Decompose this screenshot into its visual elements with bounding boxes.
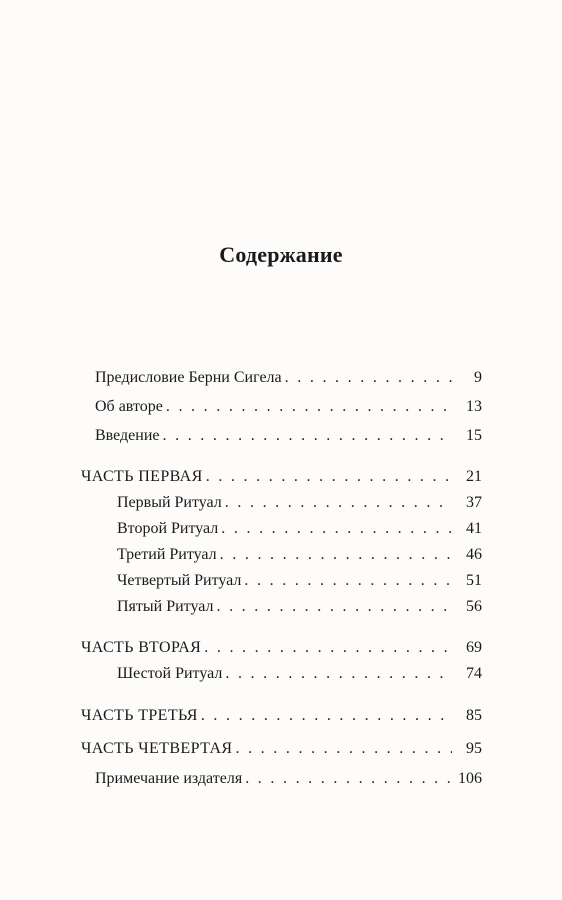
- dot-leader: [166, 396, 452, 418]
- toc-entry-label: Первый Ритуал: [117, 494, 222, 511]
- toc-entry-page: 13: [466, 398, 482, 415]
- dot-leader: [163, 425, 453, 447]
- dot-leader: [204, 637, 452, 659]
- toc-entry-ritual-2: [117, 518, 482, 540]
- toc-entry-page: 56: [466, 598, 482, 615]
- dot-leader: [245, 768, 452, 790]
- toc-entry-publisher-note: [95, 768, 482, 790]
- toc-entry-page: 51: [466, 572, 482, 589]
- toc-entry-label: ЧАСТЬ ТРЕТЬЯ: [81, 707, 198, 724]
- toc-entry-label: Пятый Ритуал: [117, 598, 214, 615]
- toc-entry-part-four: [81, 738, 482, 760]
- toc-entry-page: 85: [466, 707, 482, 724]
- toc-entry-label: Об авторе: [95, 398, 163, 415]
- toc-entry-label: Третий Ритуал: [117, 546, 217, 563]
- dot-leader: [244, 570, 452, 592]
- dot-leader: [220, 544, 452, 566]
- toc-entry-label: Четвертый Ритуал: [117, 572, 242, 589]
- toc-entry-label: ЧАСТЬ ЧЕТВЕРТАЯ: [81, 740, 233, 757]
- dot-leader: [216, 596, 452, 618]
- dot-leader: [201, 705, 452, 727]
- toc-entry-ritual-6: [117, 663, 482, 685]
- toc-entry-part-one: [81, 466, 482, 488]
- dot-leader: [225, 492, 452, 514]
- toc-entry-page: 106: [458, 770, 482, 787]
- dot-leader: [235, 738, 452, 760]
- toc-entry-label: Второй Ритуал: [117, 520, 219, 537]
- toc-entry-page: 9: [474, 369, 482, 386]
- toc-entry-label: ЧАСТЬ ПЕРВАЯ: [81, 468, 203, 485]
- dot-leader: [221, 518, 452, 540]
- toc-entry-label: Введение: [95, 427, 160, 444]
- toc-entry-foreword: [95, 367, 482, 389]
- toc-entry-page: 21: [466, 468, 482, 485]
- toc-entry-page: 15: [466, 427, 482, 444]
- toc-entry-introduction: [95, 425, 482, 447]
- toc-entry-ritual-5: [117, 596, 482, 618]
- toc-entry-label: ЧАСТЬ ВТОРАЯ: [81, 639, 202, 656]
- toc-entry-part-three: [81, 705, 482, 727]
- page-title: Содержание: [219, 242, 343, 267]
- toc-entry-page: 46: [466, 546, 482, 563]
- toc-entry-page: 95: [466, 740, 482, 757]
- toc-entry-ritual-1: [117, 492, 482, 514]
- toc-entry-part-two: [81, 637, 482, 659]
- toc-entry-page: 37: [466, 494, 482, 511]
- toc-entry-ritual-3: [117, 544, 482, 566]
- toc-entry-label: Предисловие Берни Сигела: [95, 369, 282, 386]
- toc-entry-page: 69: [466, 639, 482, 656]
- toc-entry-label: Шестой Ритуал: [117, 665, 223, 682]
- dot-leader: [206, 466, 452, 488]
- toc-entry-ritual-4: [117, 570, 482, 592]
- dot-leader: [225, 663, 452, 685]
- toc-entry-label: Примечание издателя: [95, 770, 243, 787]
- toc-entry-page: 74: [466, 665, 482, 682]
- toc-entry-page: 41: [466, 520, 482, 537]
- dot-leader: [285, 367, 452, 389]
- toc-entry-about-author: [95, 396, 482, 418]
